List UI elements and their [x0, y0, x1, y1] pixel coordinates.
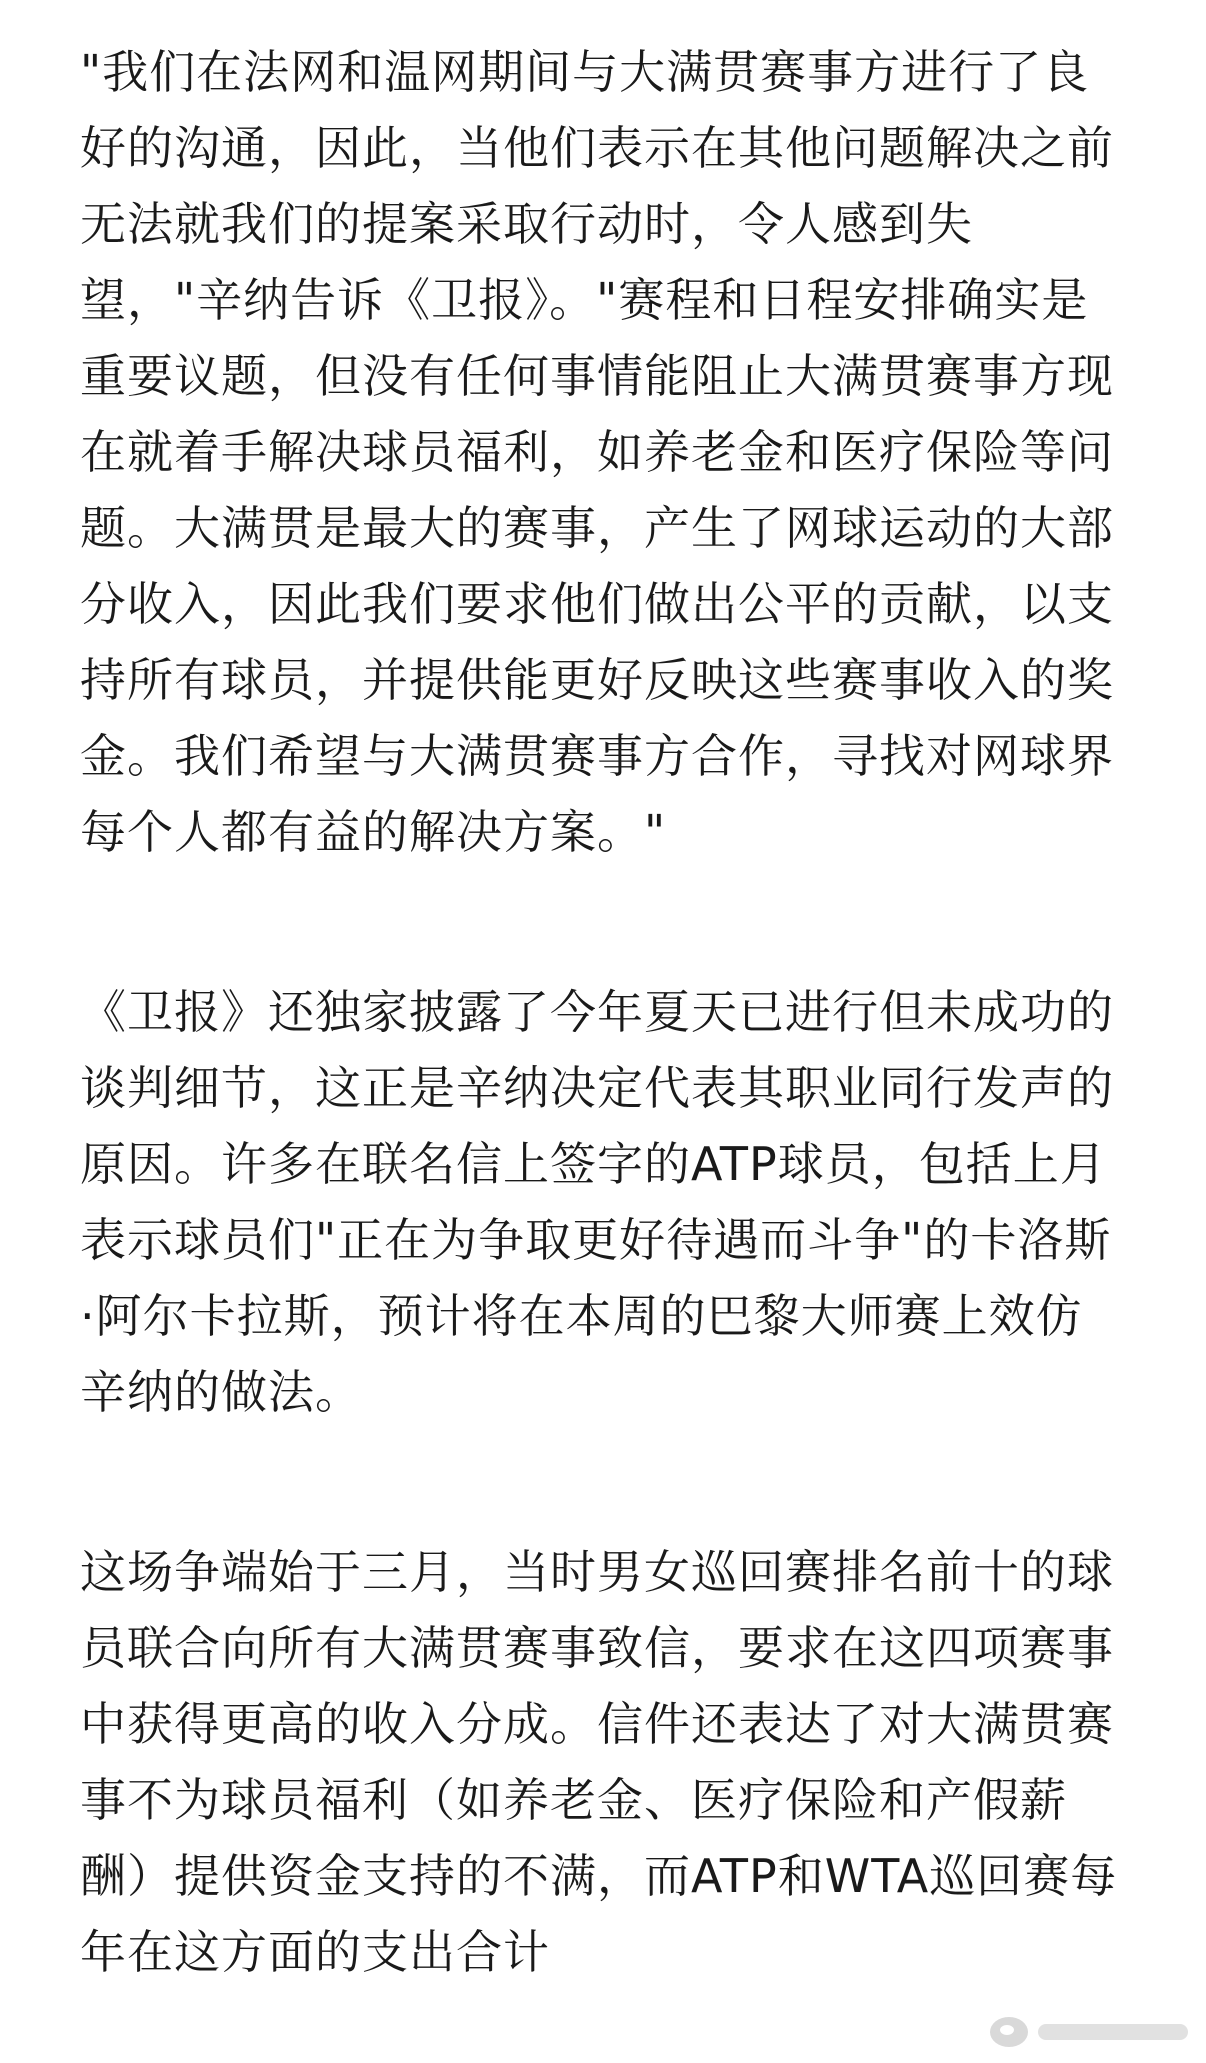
article-paragraph-2: 《卫报》还独家披露了今年夏天已进行但未成功的谈判细节，这正是辛纳决定代表其职业同行发声的原因。许多在联名信上签字的ATP球员，包括上月表示球员们"正在为争取更好待遇而斗争"的卡洛斯·阿尔卡拉斯，预计将在本周的巴黎大师赛上效仿辛纳的做法。: [80, 985, 1114, 1419]
watermark-text-blur: [1038, 2024, 1188, 2040]
article-paragraph-1: "我们在法网和温网期间与大满贯赛事方进行了良好的沟通，因此，当他们表示在其他问题解决之前无法就我们的提案采取行动时，令人感到失望，"辛纳告诉《卫报》。"赛程和日程安排确实是重要议题，但没有任何事情能阻止大满贯赛事方现在就着手解决球员福利，如养老金和医疗保险等问题。大满贯是最大的赛事，产生了网球运动的大部分收入，因此我们要求他们做出公平的贡献，以支持所有球员，并提供能更好反映这些赛事收入的奖金。我们希望与大满贯赛事方合作，寻找对网球界每个人都有益的解决方案。": [80, 45, 1114, 859]
article-body: [80, 34, 1126, 1990]
weibo-logo-icon: [990, 2017, 1028, 2047]
watermark: [990, 2017, 1188, 2047]
article-paragraph-3: 这场争端始于三月，当时男女巡回赛排名前十的球员联合向所有大满贯赛事致信，要求在这四项赛事中获得更高的收入分成。信件还表达了对大满贯赛事不为球员福利（如养老金、医疗保险和产假薪酬）提供资金支持的不满，而ATP和WTA巡回赛每年在这方面的支出合计: [80, 1545, 1118, 1979]
